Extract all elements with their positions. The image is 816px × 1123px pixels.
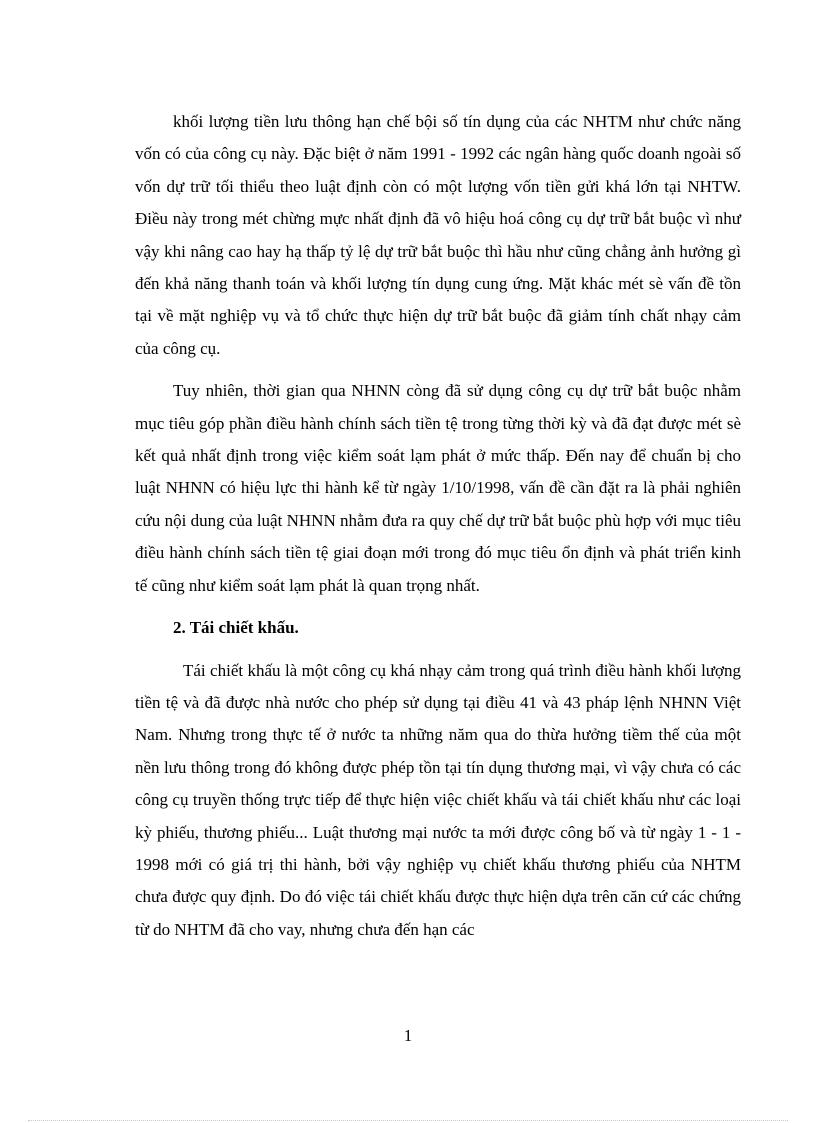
page-number: 1: [403, 1026, 413, 1045]
paragraph-reserve-requirement: khối lượng tiền lưu thông hạn chế bội số tín dụng của các NHTM như chức năng vốn có của công cụ này. Đặc biệt ở năm 1991 - 1992 các ngân hàng quốc doanh ngoài số vốn dự trữ tối thiểu theo luật định còn có một lượng vốn tiền gửi khá lớn tại NHTW. Điều này trong mét chừng mực nhất định đã vô hiệu hoá công cụ dự trữ bắt buộc vì như vậy khi nâng cao hay hạ thấp tỷ lệ dự trữ bắt buộc thì hầu như cũng chẳng ảnh hưởng gì đến khả năng thanh toán và khối lượng tín dụng cung ứng. Mặt khác mét sè vấn đề tồn tại về mặt nghiệp vụ và tổ chức thực hiện dự trữ bắt buộc đã giảm tính chất nhạy cảm của công cụ.: [135, 112, 741, 358]
paragraph-rediscount: Tái chiết khấu là một công cụ khá nhạy cảm trong quá trình điều hành khối lượng tiền tệ và đã được nhà nước cho phép sử dụng tại điều 41 và 43 pháp lệnh NHNN Việt Nam. Nhưng trong thực tế ở nước ta những năm qua do thừa hưởng tiềm thế của một nền lưu thông trong đó không được phép tồn tại tín dụng thương mại, vì vậy chưa có các công cụ truyền thống trực tiếp để thực hiện việc chiết khấu và tái chiết khấu như các loại kỳ phiếu, thương phiếu... Luật thương mại nước ta mới được công bố và từ ngày 1 - 1 - 1998 mới có giá trị thi hành, bởi vậy nghiệp vụ chiết khấu thương phiếu của NHTM chưa được quy định. Do đó việc tái chiết khấu được thực hiện dựa trên căn cứ các chứng từ do NHTM đã cho vay, nhưng chưa đến hạn các: [135, 660, 741, 939]
page-body: [135, 106, 741, 956]
page-break-divider: [28, 1120, 788, 1121]
section-heading-rediscount: 2. Tái chiết khấu.: [173, 618, 299, 638]
paragraph-reserve-usage: Tuy nhiên, thời gian qua NHNN còng đã sử dụng công cụ dự trữ bắt buộc nhằm mục tiêu góp phần điều hành chính sách tiền tệ trong từng thời kỳ và đã đạt được mét sè kết quả nhất định trong việc kiểm soát lạm phát ở mức thấp. Đến nay để chuẩn bị cho luật NHNN có hiệu lực thi hành kể từ ngày 1/10/1998, vấn đề cần đặt ra là phải nghiên cứu nội dung của luật NHNN nhằm đưa ra quy chế dự trữ bắt buộc phù hợp với mục tiêu điều hành chính sách tiền tệ giai đoạn mới trong đó mục tiêu ổn định và phát triển kinh tế cũng như kiểm soát lạm phát là quan trọng nhất.: [135, 381, 741, 595]
